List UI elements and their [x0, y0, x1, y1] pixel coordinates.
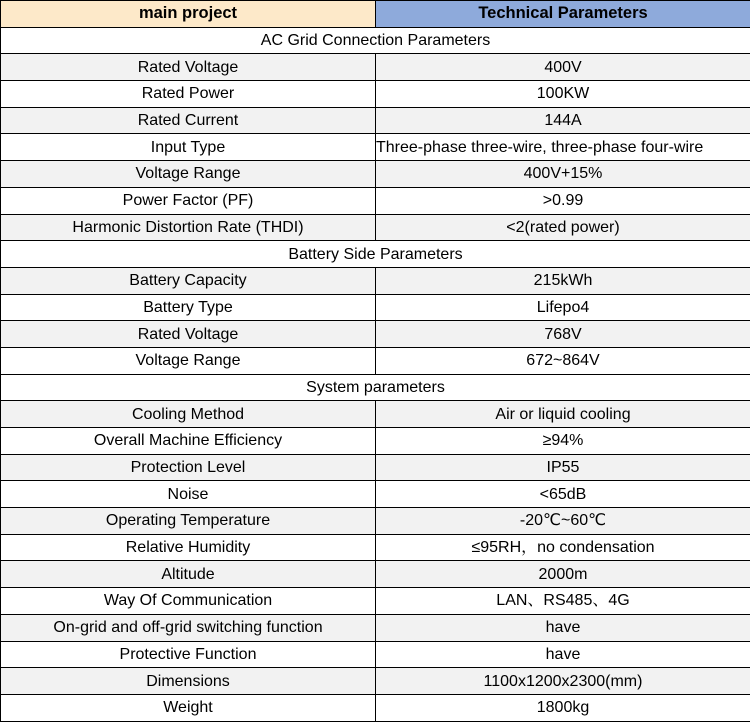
parameter-value: 2000m — [376, 561, 750, 588]
parameter-value: 400V — [376, 54, 750, 81]
table-row — [1, 401, 750, 428]
section-title: Battery Side Parameters — [1, 241, 750, 268]
parameter-value: Air or liquid cooling — [376, 401, 750, 428]
parameter-value: 400V+15% — [376, 161, 750, 188]
parameter-name: Battery Capacity — [1, 267, 376, 294]
parameter-name: Rated Voltage — [1, 321, 376, 348]
parameter-name: Power Factor (PF) — [1, 187, 376, 214]
table-row — [1, 161, 750, 188]
table-row — [1, 428, 750, 455]
header-technical-parameters: Technical Parameters — [376, 1, 750, 28]
table-row — [1, 107, 750, 134]
table-row — [1, 134, 750, 161]
section-header-row — [1, 241, 750, 268]
parameter-name: Protective Function — [1, 641, 376, 668]
parameter-name: Rated Current — [1, 107, 376, 134]
parameter-name: Protection Level — [1, 454, 376, 481]
header-row — [1, 1, 750, 28]
parameter-value: Lifepo4 — [376, 294, 750, 321]
table-row — [1, 588, 750, 615]
parameter-value: 1800kg — [376, 694, 750, 721]
parameter-value: -20℃~60℃ — [376, 508, 750, 535]
parameter-name: Voltage Range — [1, 161, 376, 188]
parameter-name: Input Type — [1, 134, 376, 161]
parameter-value: ≤95RH，no condensation — [376, 534, 750, 561]
table-row — [1, 347, 750, 374]
parameter-name: Voltage Range — [1, 347, 376, 374]
parameter-value: 144A — [376, 107, 750, 134]
parameter-value: LAN、RS485、4G — [376, 588, 750, 615]
parameter-name: Relative Humidity — [1, 534, 376, 561]
table-body — [1, 27, 750, 721]
table-row — [1, 81, 750, 108]
section-title: AC Grid Connection Parameters — [1, 27, 750, 54]
section-header-row — [1, 27, 750, 54]
parameter-name: Operating Temperature — [1, 508, 376, 535]
table-row — [1, 321, 750, 348]
parameter-value: have — [376, 641, 750, 668]
parameter-name: Noise — [1, 481, 376, 508]
parameter-name: Overall Machine Efficiency — [1, 428, 376, 455]
table-row — [1, 267, 750, 294]
parameter-name: Rated Voltage — [1, 54, 376, 81]
table-row — [1, 534, 750, 561]
parameter-name: Harmonic Distortion Rate (THDI) — [1, 214, 376, 241]
table-row — [1, 561, 750, 588]
parameter-name: Altitude — [1, 561, 376, 588]
parameter-value: Three-phase three-wire, three-phase four-wire — [376, 134, 750, 161]
parameter-value: have — [376, 614, 750, 641]
parameter-name: Way Of Communication — [1, 588, 376, 615]
header-main-project: main project — [1, 1, 376, 28]
parameter-name: Cooling Method — [1, 401, 376, 428]
table-row — [1, 614, 750, 641]
parameter-value: 672~864V — [376, 347, 750, 374]
table-row — [1, 54, 750, 81]
parameter-value: IP55 — [376, 454, 750, 481]
section-header-row — [1, 374, 750, 401]
parameter-value: 1100x1200x2300(mm) — [376, 668, 750, 695]
table-row — [1, 454, 750, 481]
table-row — [1, 481, 750, 508]
parameter-value: 100KW — [376, 81, 750, 108]
parameter-value: ≥94% — [376, 428, 750, 455]
parameter-value: <65dB — [376, 481, 750, 508]
table-row — [1, 508, 750, 535]
parameter-value: 215kWh — [376, 267, 750, 294]
parameter-name: On-grid and off-grid switching function — [1, 614, 376, 641]
parameter-value: >0.99 — [376, 187, 750, 214]
table-row — [1, 294, 750, 321]
table-row — [1, 187, 750, 214]
table-row — [1, 214, 750, 241]
table-row — [1, 694, 750, 721]
table-row — [1, 641, 750, 668]
parameter-name: Rated Power — [1, 81, 376, 108]
parameter-name: Battery Type — [1, 294, 376, 321]
section-title: System parameters — [1, 374, 750, 401]
parameter-name: Weight — [1, 694, 376, 721]
table-row — [1, 668, 750, 695]
parameter-value: 768V — [376, 321, 750, 348]
parameter-name: Dimensions — [1, 668, 376, 695]
parameter-value: <2(rated power) — [376, 214, 750, 241]
